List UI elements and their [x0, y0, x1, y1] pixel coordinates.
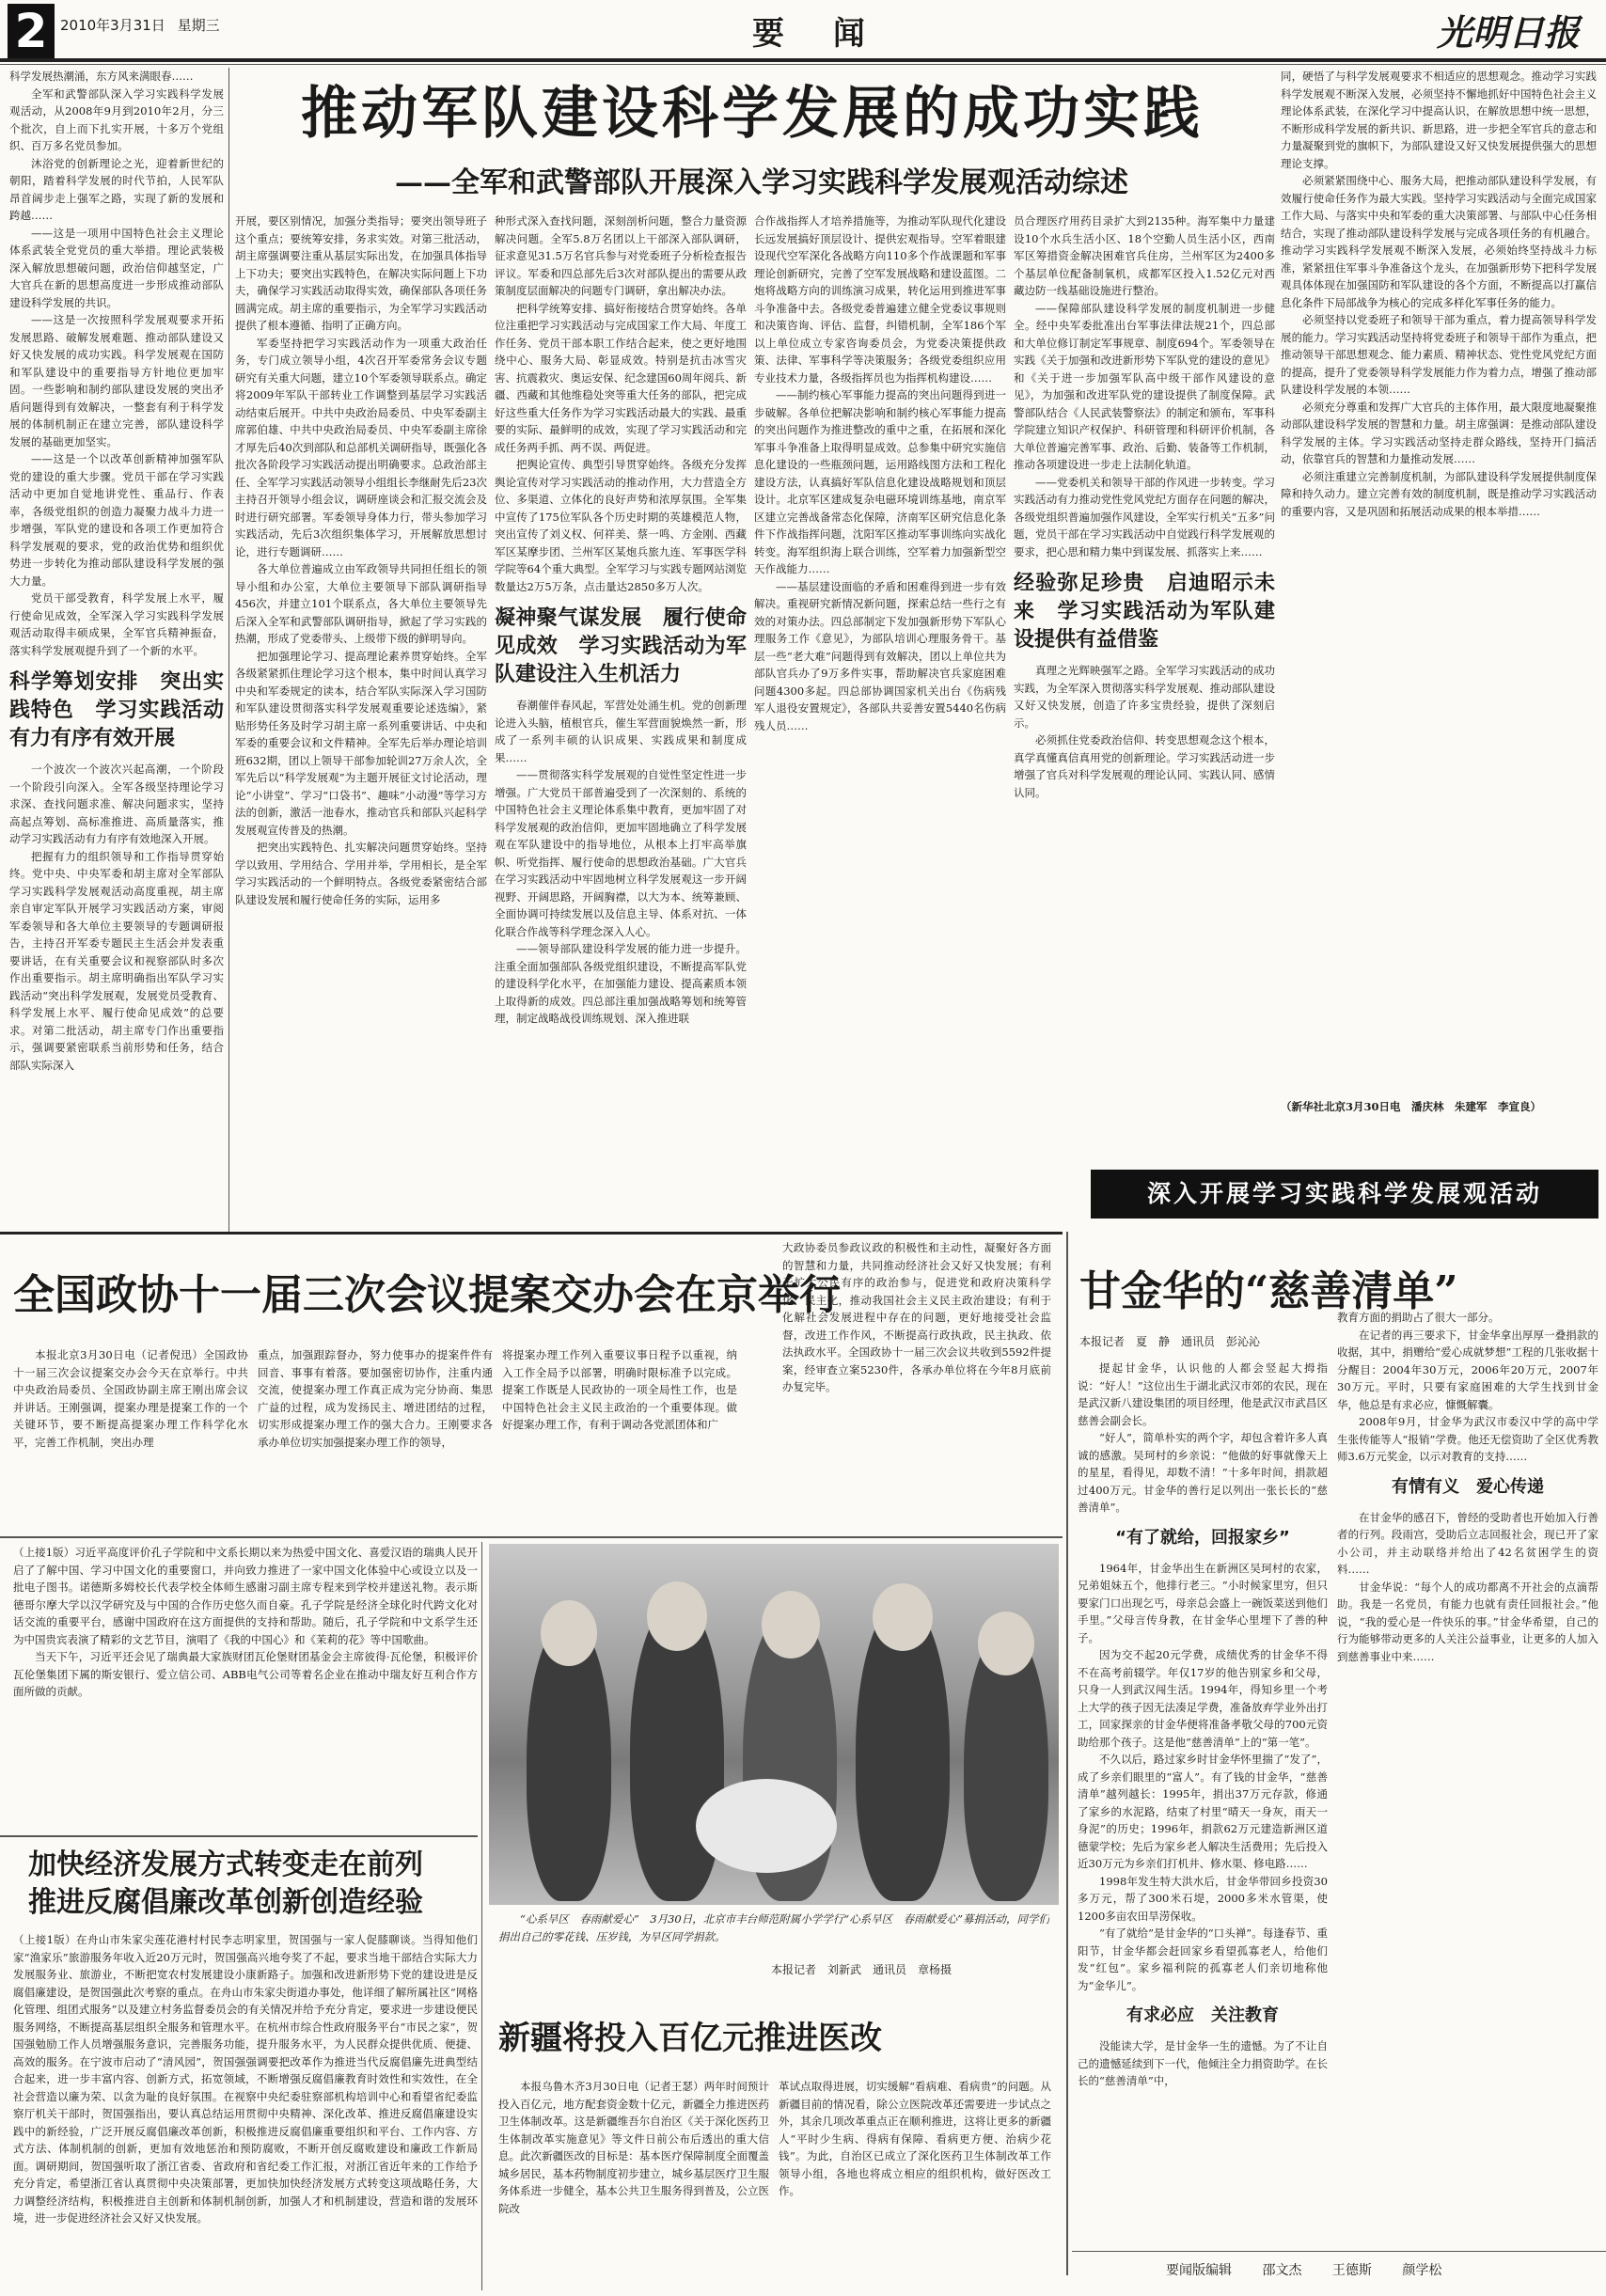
col-divider — [228, 68, 229, 1234]
gan-col1-after-4: 1998年发生特大洪水后，甘金华带回乡投资30多万元，帮了300米石堤，2000多米水管渠，使1200多亩农田旱涝保收。 — [1078, 1874, 1328, 1923]
photo-face-2 — [647, 1581, 707, 1651]
lead-col1-after-1: 一个波次一个波次兴起高潮，一个阶段一个阶段引向深入。全军各级坚持理论学习求深、查找问题求准、解决问题求实，坚持高起点筹划、高标准推进、高质量落实，推动学习实践活动有力有序有效地深入开展。 — [9, 763, 224, 845]
xinjiang-col-1-text: 本报乌鲁木齐3月30日电（记者王瑟）两年时间预计投入百亿元，地方配套资金数十亿元，新疆全力推进医药卫生体制改革。这是新疆维吾尔自治区《关于深化医药卫生体制改革实施意见》等文件日前公布后透出的重大信息。此次新疆医改的目标是：基本医疗保障制度全面覆盖城乡居民，基本药物制度初步建立，城乡基层医疗卫生服务体系进一步健全，基本公共卫生服务得到普及，公立医院改 — [498, 2080, 769, 2215]
gan-col1-after-1: 1964年，甘金华出生在新洲区吴珂村的农家，兄弟姐妹五个，他排行老三。“小时候家里穷，但只要家门口出现乞丐，母亲总会盛上一碗饭菜送到他们手里。”父母言传身教，在甘金华心里埋下了善的种子。 — [1078, 1561, 1328, 1644]
editor-credits — [1166, 2260, 1441, 2279]
lead-story-column-5 — [1014, 212, 1275, 1162]
xinjiang-story-title: 新疆将投入百亿元推进医改 — [498, 2020, 882, 2057]
gan-col1-after-5: “有了就给”是甘金华的“口头禅”。每逢春节、重阳节，甘金华都会赶回家乡看望孤寡老人，给他们发“红包”。家乡福利院的孤寡老人们亲切地称他为“金华儿”。 — [1078, 1926, 1328, 1992]
photo-face-1 — [541, 1600, 597, 1666]
lead-story-subtitle: ——全军和武警部队开展深入学习实践科学发展观活动综述 — [395, 166, 1128, 199]
gan-subhead-1: “有了就给，回报家乡” — [1115, 1527, 1290, 1548]
masthead-rule-thin — [0, 64, 1606, 65]
lead-col3-after-3: ——领导部队建设科学发展的能力进一步提升。注重全面加强部队各级党组织建设，不断提高军队党的建设科学化水平，在加强能力建设、提高素质本领上取得新的成效。四总部注重加强战略筹划和统筹管理，制定战略战役训练规划、深入推进联 — [495, 942, 747, 1025]
photo-credit: 本报记者 刘新武 通讯员 章杨摄 — [771, 1963, 953, 1976]
cppcc-col-1-text: 本报北京3月30日电（记者倪迅）全国政协十一届三次会议提案交办会今天在京举行。中共中央政治局委员、全国政协副主席王刚出席会议并讲话。王刚强调，提案办理是提案工作的一个关键环节，要不断提高提案办理工作科学化水平，完善工作机制，突出办理 — [13, 1348, 248, 1449]
lead-intro-1: 科学发展热潮涌，东方风来满眼春…… — [9, 70, 194, 83]
gan-col1-end: 没能读大学，是甘金华一生的遗憾。为了不让自己的遗憾延续到下一代，他倾注全力捐资助学。在长长的“慈善清单”中， — [1078, 2039, 1328, 2087]
gan-subhead-2: 有求必应 关注教育 — [1126, 2005, 1279, 2025]
lead-col3-after-1: 春潮催伴春风起，军营处处涌生机。党的创新理论进入头脑，植根官兵，催生军营面貌焕然一新，形成了一系列丰硕的认识成果、实践成果和制度成果…… — [495, 699, 747, 764]
lead-story-column-4 — [754, 212, 1006, 1234]
campaign-banner-text: 深入开展学习实践科学发展观活动 — [1146, 1180, 1542, 1207]
lead-story-column-6 — [1281, 68, 1597, 1098]
lead-col4-para-2: ——制约核心军事能力提高的突出问题得到进一步破解。各单位把解决影响和制约核心军事能力提高的突出问题作为推进整改的重中之重，在拓展和深化军事斗争准备上取得明显成效。总参集中研究实施信息化建设的一些瓶颈问题，运用路线图方法和工程化建设方法，认真搞好军队信息化建设战略规划和顶层设计。北京军区建成复杂电磁环境训练基地，南京军区建立完善战备常态化保障，济南军区研究信息化条件下作战指挥问题，沈阳军区推动军事训练向实战化转变。海军组织海上联合训练，空军着力加强新型空天作战能力…… — [754, 388, 1006, 575]
editor-label: 要闻版编辑 — [1166, 2263, 1232, 2278]
lead-col3-para-1: 种形式深入查找问题，深刻剖析问题，整合力量资源解决问题。全军5.8万名团以上干部深入部队调研，征求意见31.5万名官兵参与对党委班子分析检查报告评议。军委和四总部先后3次对部队提出的需要从政策制度层面解决的问题专门调研，拿出解决办法。 — [495, 214, 747, 297]
lead-col3-para-2: 把科学统筹安排、搞好衔接结合贯穿始终。各单位注重把学习实践活动与完成国家工作大局、年度工作任务、党员干部本职工作结合起来，使之更好地围绕中心、服务大局、彰显成效。特别是抗击冰雪灾害、抗震救灾、奥运安保、纪念建国60周年阅兵、新疆、西藏和其他维稳处突等重大任务的部队，把完成好这些重大任务作为学习实践活动最大的实践、最重要的实际、最鲜明的成效，实现了学习实践活动和完成任务两手抓、两不误、两促进。 — [495, 301, 747, 454]
gan-col1-after-2: 因为交不起20元学费，成绩优秀的甘金华不得不在高考前辍学。年仅17岁的他告别家乡和父母，只身一人到武汉闯生活。1994年，得知乡里一个考上大学的孩子因无法凑足学费，准备放弃学业外出打工，回家探亲的甘金华便将准备孝敬父母的700元资助给那个孩子。这是他“慈善清单”上的“第一笔”。 — [1078, 1648, 1328, 1749]
lead-col5-para-2: ——保障部队建设科学发展的制度机制进一步健全。经中央军委批准出台军事法律法规21个，四总部和大单位修订制定军事规章、制度694个。军委领导在实践《关于加强和改进新形势下军队党的建设的意见》和《关于进一步加强军队高中级干部作风建设的意见》，为加强和改进军队党的建设提供了制度保障。武警部队结合《人民武装警察法》的制定和颁布，军事科学院建立知识产权保护、科研管理和科研评价机制，各大单位普遍完善军事、政治、后勤、装备等工作机制，推动各项建设进一步走上法制化轨道。 — [1014, 301, 1275, 471]
lead-intro-2: 全军和武警部队深入学习实践科学发展观活动，从2008年9月到2010年2月，分三个批次，自上而下扎实开展，十多万个党组织、百万多名党员参加。 — [9, 86, 224, 152]
lead-col6-para-2: 必须紧紧围绕中心、服务大局，把推动部队建设科学发展，有效履行使命任务作为最大实践。坚持学习实践活动与全面完成国家工作大局、与落实中央和军委的重大决策部署、与部队中心任务相结合，实现了推动部队建设科学发展与完成各项任务的有机融合。推动学习实践科学发展观不断深入发展，必须始终坚持战斗力标准，紧紧扭住军事斗争准备这个龙头，在加强新形势下把科学发展观具体体现在加强国防和军队建设的各个方面，不断提高以打赢信息化条件下局部战争为核心的完成多样化军事任务的能力。 — [1281, 174, 1597, 309]
gan-col2-para-2: 在记者的再三要求下，甘金华拿出厚厚一叠捐款的收据，其中，捐赠给“爱心成就梦想”工程的几张收据十分醒目：2004年30万元，2006年20万元，2007年30万元。平时，只要有家庭困难的大学生找到甘金华，他总是有求必应，慷慨解囊。 — [1337, 1328, 1598, 1411]
masthead-rule — [0, 58, 1606, 62]
zhoushan-story-text: （上接1版）在舟山市朱家尖莲花港村村民李志明家里，贺国强与一家人促膝聊谈。当得知他们家“渔家乐”旅游服务年收入近20万元时，贺国强高兴地夸奖了不起，要求当地干部结合实际大力发展服务业、旅游业，不断把宽农村发展建设小康新路子。加强和改进新形势下党的建设进是反腐倡廉建设，是贺国强此次考察的重点。在舟山市朱家尖街道办事处，他详细了解所属社区“网格化管理、组团式服务”以及建立村务监督委员会的有关情况并给予充分肯定，要求进一步建设便民服务网络，不断提高基层组织全服务和管理水平。在杭州市综合性政府服务平台“市民之家”，贺国强勉励工作人员增强服务意识，完善服务功能，提升服务水平，为人民群众提供优质、便捷、高效的服务。在宁波市启动了“清风园”，贺国强强调要把改革作为推进当代反腐倡廉先进典型结合起来，进一步丰富内容、创新方式，拓宽领域，不断增强反腐倡廉教育时效性和实效性，在全社会营造以廉为荣、以贪为耻的良好氛围。在视察中央纪委驻察部机构培训中心和看望省纪委监察厅机关干部时，贺国强指出，要认真总结运用贯彻中央精神、深化改革、推进反腐倡廉建设实践中的新经验，广泛开展反腐倡廉改革创新，积极推进反腐倡廉重要组织和平台、工作内容、方式方法、体制机制的创新，更加有效地惩治和预防腐败，不断开创反腐败建设和廉政工作新局面。调研期间，贺国强听取了浙江省委、省政府和省纪委工作汇报，对浙江省近年来的工作给予充分肯定，希望浙江省认真贯彻中央决策部署，更加快加快经济发展方式转变这项战略任务，大力调整经济结构，积极推进自主创新和体制机制创新，加强人才和机制建设，营造和谐的发展环境，进一步促进经济社会又好又快发展。 — [13, 1933, 478, 2225]
cppcc-col-3-text: 将提案办理工作列入重要议事日程予以重视，纳入工作全局予以部署，明确时限标准予以完成。提案工作既是人民政协的一项全局性工作，也是中国特色社会主义民主政治的一个重要体现。做好提案办理工作，有利于调动各党派团体和广 — [502, 1348, 737, 1431]
lead-col3-after-2: ——贯彻落实科学发展观的自觉性坚定性进一步增强。广大党员干部普遍受到了一次深刻的、系统的中国特色社会主义理论体系集中教育，更加牢固了对科学发展观的政治信仰，更加牢固地确立了科学发展观在军队建设中的指导地位，从根本上打牢高举旗帜、听党指挥、履行使命的思想政治基础。广大官兵在学习实践活动中牢固地树立科学发展观这一步开阔视野、开阔思路，开阔胸襟，以大为本、统筹兼顾、全面协调可持续发展以及信息主导、体系对抗、一体化联合作战等科学理念深入人心。 — [495, 768, 747, 938]
lead-col1-para-1: 沐浴党的创新理论之光，迎着新世纪的朝阳，踏着科学发展的时代节拍，人民军队昂首阔步走上强军之路，实现了新的发展和跨越…… — [9, 156, 224, 222]
xi-story-para-1: （上接1版）习近平高度评价孔子学院和中文系长期以来为热爱中国文化、喜爱汉语的瑞典人民开启了了解中国、学习中国文化的重要窗口，并向致力推进了一家中国文化体验中心或设立以及一批电子图书。诺德斯多姆校长代表学校全体师生感谢习副主席专程来到学校并建送礼物。表示斯德哥尔摩大学以汉学研究及与中国的合作历史悠久而自豪。孔子学院是经济全球化时代跨文化对话交流的重要平台，感谢中国政府在这方面提供的支持和帮助。随后，孔子学院和中文系学生还为中国贵宾表演了精彩的文艺节目，演唱了《我的中国心》和《茉莉的花》等中国歌曲。 — [13, 1546, 478, 1646]
lead-col1-para-5: 党员干部受教育，科学发展上水平，履行使命见成效，全军深入学习实践科学发展观活动取得丰硕成果，全军官兵精神振奋，落实科学发展观提升到了一个新的水平。 — [9, 591, 224, 657]
xi-story — [13, 1544, 478, 1833]
photo-caption — [498, 1911, 1049, 1959]
gan-col1-para-2: “好人”，简单朴实的两个字，却包含着许多人真诚的感激。吴珂村的乡亲说：“他做的好事就像天上的星星，看得见，却数不清！”十多年时间，捐款超过400万元。甘金华的善行足以列出一张长长的“慈善清单”。 — [1078, 1431, 1328, 1514]
xi-story-rule — [0, 1835, 478, 1837]
lead-story-column-3 — [495, 212, 747, 1234]
lead-col1-para-2: ——这是一项用中国特色社会主义理论体系武装全党党员的重大举措。理论武装极深入解放思想破问题，政治信仰越坚定，广大官兵在新的思想高度进一步形成推动部队建设科学发展的共识。 — [9, 226, 224, 309]
lead-col5-para-3: ——党委机关和领导干部的作风进一步转变。学习实践活动有力推动党性党风党纪方面存在问题的解决，各级党组织普遍加强作风建设，全军实行机关“五多”问题，党员干部在学习实践活动中自觉践行科学发展观的要求，把心思和精力集中到谋发展、抓落实上来…… — [1014, 475, 1275, 558]
cppcc-bottom-rule — [0, 1536, 1063, 1538]
gan-col2-para-1: 教育方面的捐助占了很大一部分。 — [1337, 1311, 1500, 1324]
cppcc-col-1 — [13, 1346, 248, 1529]
gan-story-column-2 — [1337, 1309, 1598, 2243]
photo-face-5 — [978, 1612, 1034, 1675]
cppcc-col-2-text: 重点，加强跟踪督办，努力使事办的提案件件有回音、事事有着落。要加强密切协作，注重内通交流，使提案办理工作真正成为完分协商、集思广益的过程，成为发扬民主、增进团结的过程，切实形成提案办理工作的强大合力。王刚要求各承办单位切实加强提案办理工作的领导， — [258, 1348, 493, 1449]
photo-caption-text: “心系旱区 春雨献爱心” 3月30日，北京市丰台师范附属小学学行“心系旱区 春雨献爱心”募捐活动，同学们捐出自己的零花钱、压岁钱，为旱区同学捐款。 — [498, 1912, 1049, 1943]
lead-story-column-1 — [9, 68, 224, 1234]
gan-col2-para-3: 2008年9月，甘金华为武汉市委汉中学的高中学生张传能等人“报销”学费。他还无偿资助了全区优秀教师3.6万元奖金，以示对教育的支持…… — [1337, 1415, 1598, 1463]
lead-col1-para-4: ——这是一个以改革创新精神加强军队党的建设的重大步骤。党员干部在学习实践活动中更加自觉地讲党性、重品行、作表率，各级党组织的创造力凝聚力战斗力进一步增强，军队党的建设和各项工作更加符合科学发展观的要求，党的政治优势和组织优势进一步转化为推动部队建设科学发展的强大力量。 — [9, 452, 224, 588]
photo-face-4 — [873, 1583, 933, 1651]
xinjiang-col-2 — [779, 2078, 1051, 2290]
gan-col2-after-2: 甘金华说：“每个人的成功都离不开社会的点滴帮助。我是一名党员，有能力也就有责任回报社会。”他说，“我的爱心是一件快乐的事。”甘金华希望，自己的行为能够带动更多的人关注公益事业，让更多的人加入到慈善事业中来…… — [1337, 1580, 1598, 1663]
lead-col2-para-3: 各大单位普遍成立由军政领导共同担任组长的领导小组和办公室，大单位主要领导下部队调研指导456次，并建立101个联系点，各大单位主要领导先后深入全军和武警部队调研指导，掀起了学习实践的热潮，形成了党委带头、上级带下级的鲜明导向。 — [235, 562, 487, 645]
zhoushan-title-line-1: 加快经济发展方式转变走在前列 — [28, 1848, 423, 1881]
paper-logo: 光明日报 — [1437, 11, 1581, 54]
cppcc-col-4 — [782, 1239, 1051, 1531]
gan-col1-para-1: 提起甘金华，认识他的人都会竖起大拇指说：“好人！”这位出生于湖北武汉市郊的农民，现在是武汉新八建设集团的项目经理，他是武汉市武昌区慈善会副会长。 — [1078, 1361, 1328, 1427]
gan-story-title: 甘金华的“慈善清单” — [1079, 1267, 1458, 1315]
xinjiang-col-2-text: 革试点取得进展，切实缓解“看病难、看病贵”的问题。从新疆目前的情况看，除公立医院改革还需要进一步试点之外，其余几项改革重点正在顺利推进，这将让更多的新疆人“平时少生病、得病有保障、看病更方便、治病少花钱”。为此，自治区已成立了深化医药卫生体制改革工作领导小组，各地也将成立相应的组织机构，做好医改工作。 — [779, 2080, 1051, 2197]
page-number: 2 — [8, 4, 55, 58]
lead-bottom-rule — [0, 1232, 1063, 1234]
gan-story-byline: 本报记者 夏 静 通讯员 彭沁沁 — [1079, 1335, 1261, 1348]
lead-col6-para-4: 必须充分尊重和发挥广大官兵的主体作用，最大限度地凝聚推动部队建设科学发展的智慧和力量。胡主席强调：是推动部队建设科学发展的主体。学习实践活动坚持走群众路线，坚持开门搞活动，依靠官兵的智慧和力量推动发展…… — [1281, 400, 1597, 465]
lead-col5-after-1: 真理之光辉映强军之路。全军学习实践活动的成功实践，为全军深入贯彻落实科学发展观、推动部队建设又好又快发展，创造了许多宝贵经验，提供了深刻启示。 — [1014, 664, 1275, 730]
lead-col2-para-2: 军委坚持把学习实践活动作为一项重大政治任务，专门成立领导小组，4次召开军委常务会议专题研究有关重大问题，建立10个军委领导联系点。确定将2009年军队干部转业工作调整到基层学习实践活动结束后展开。中共中央政治局委员、中央军委副主席郭伯雄、中共中央政治局委员、中央军委副主席徐才厚先后40次到部队和总部机关调研指导，既强化各批次各阶段学习实践活动提出明确要求。总政治部主任、全军学习实践活动领导小组组长李继耐先后23次主持召开领导小组会议，调研座谈会和汇报交流会及时进行研究部署。军委领导身体力行，带头参加学习实践活动，先后3次组织集体学习，开展解放思想讨论，进行专题调研…… — [235, 336, 487, 558]
xi-story-para-2: 当天下午，习近平还会见了瑞典最大家族财团瓦伦堡财团基金会主席彼得·瓦伦堡，积极评价瓦伦堡集团下属的斯安银行、爱立信公司、ABB电气公司等着名企业在推动中瑞友好互利合作方面所做的贡献。 — [13, 1650, 478, 1698]
editor-name-3: 颜学松 — [1402, 2263, 1442, 2278]
zhoushan-title-line-2: 推进反腐倡廉改革创新创造经验 — [28, 1886, 423, 1919]
lead-col2-para-1: 开展，要区别情况，加强分类指导；要突出领导班子这个重点；要统筹安排，务求实效。对第三批活动，胡主席强调要注重从基层实际出发，在加强具体指导上下功夫；要突出实践特色，在解决实际问题上下功夫，确保学习实践活动取得实效，确保部队各项任务圆满完成。胡主席的重要指示，为全军学习实践活动提供了根本遵循、指明了正确方向。 — [235, 214, 487, 332]
cppcc-col-4-text: 大政协委员参政议政的积极性和主动性，凝聚好各方面的智慧和力量，共同推动经济社会又好又快发展；有利于扩大公民有序的政治参与，促进党和政府决策科学化、民主化，推动我国社会主义民主政治建设；有利于化解社会发展进程中存在的问题，更好地接受社会监督，改进工作作风，不断提高行政执政，民主执政、依法执政水平。全国政协十一届三次会议共收到5592件提案，经审查立案5230件，各承办单位将在今年8月底前办复完毕。 — [782, 1241, 1051, 1393]
lead-story-column-2 — [235, 212, 487, 1234]
gan-col1-after-3: 不久以后，路过家乡时甘金华怀里揣了“发了”，成了乡亲们眼里的“富人”。有了钱的甘金华，“慈善清单”越列越长：1995年，捐出37万元存款，修通了家乡的水泥路，结束了村里“晴天一身灰，雨天一身泥”的历史；1996年，捐款62万元建造新洲区道德蒙学校；先后为家乡老人解决生活费用；先后投入近30万元为乡亲们打机井、修水渠、修电路…… — [1078, 1753, 1328, 1870]
xinjiang-col-1 — [498, 2078, 769, 2290]
lead-col1-para-3: ——这是一次按照科学发展观要求开拓发展思路、破解发展难题、推动部队建设又好又快发展的成功实践。科学发展观在国防和军队建设中的重要指导方针地位更加牢固。一些影响和制约部队建设发展的突出矛盾问题得到有效解决，一整套有利于科学发展的体制机制正在建立完善，部队建设科学发展的基础更加坚实。 — [9, 313, 224, 448]
lead-col4-para-3: ——基层建设面临的矛盾和困难得到进一步有效解决。重视研究新情况新问题，探索总结一些行之有效的对策办法。四总部制定下发加强新形势下军队心理服务工作《意见》，为部队培训心理服务骨干。基层一些“老大难”问题得到有效解决，团以上单位共为部队官兵办了9万多件实事，帮助解决官兵家庭困难问题4300多起。四总部协调国家机关出台《伤病残军人退役安置规定》，各部队共妥善安置5440名伤病残人员…… — [754, 579, 1006, 732]
lead-subhead-1: 科学筹划安排 突出实践特色 学习实践活动有力有序有效开展 — [9, 670, 224, 750]
gan-col2-after-1: 在甘金华的感召下，曾经的受助者也开始加入行善者的行列。段雨宫，受助后立志回报社会，现已开了家小公司，并主动联络并给出了42名贫困学生的资料…… — [1337, 1510, 1598, 1576]
section-title: 要 闻 — [752, 15, 884, 53]
lead-col1-after-2: 把握有力的组织领导和工作指导贯穿始终。党中央、中央军委和胡主席对全军部队学习实践科学发展观活动高度重视，胡主席亲自审定军队开展学习实践活动方案，审阅军委领导和各大单位主要领导的专题调研报告，主持召开军委专题民主生活会并发表重要讲话，在有关重要会议和视察部队时多次作出重要指示。胡主席明确指出军队学习实践活动“突出科学发展观，发展党员受教育、科学发展上水平、履行使命见成效”的总要求。对第二批活动，胡主席专门作出重要指示，强调要紧密联系当前形势和任务，结合部队实际深入 — [9, 849, 224, 1072]
cppcc-col-2 — [258, 1346, 493, 1529]
lead-col2-para-5: 把突出实践特色、扎实解决问题贯穿始终。坚持学以致用、学用结合、学用并举，学用相长，是全军学习实践活动的一个鲜明特点。各级党委紧密结合部队建设发展和履行使命任务的实际，运用多 — [235, 841, 487, 906]
photo-piggy-bank — [696, 1779, 837, 1873]
lead-col4-para-1: 合作战指挥人才培养措施等，为推动军队现代化建设长远发展搞好顶层设计、提供宏观指导。空军着眼建设现代空军深化各战略方向110多个作战课题和军事理论创新研究，完善了空军发展战略和建设蓝图。二炮将战略方向的训练演习成果，转化运用到推进军事斗争准备中去。各级党委普遍建立健全党委议事规则和决策咨询、评估、监督，纠错机制，全军186个军以上单位成立专家咨询委员会，为党委决策提供政策、法律、军事科学等决策服务；各级党委组织应用专业技术力量，各级指挥员也为指挥机构建设…… — [754, 214, 1006, 385]
issue-weekday: 星期三 — [177, 17, 220, 34]
gan-story-column-1 — [1078, 1360, 1328, 2243]
gan-subhead-3: 有情有义 爱心传递 — [1392, 1476, 1544, 1497]
footer-rule — [1072, 2251, 1606, 2252]
lead-story-credit: （新华社北京3月30日电 潘庆林 朱建军 李宣良） — [1281, 1100, 1542, 1113]
lead-col6-para-5: 必须注重建立完善制度机制，为部队建设科学发展提供制度保障和持久动力。建立完善有效的制度机制，既是推动学习实践活动的重要内容，又是巩固和拓展活动成果的根本举措…… — [1281, 469, 1597, 518]
cppcc-col-3 — [502, 1346, 737, 1529]
lead-col5-para-1: 员合理医疗用药目录扩大到2135种。海军集中力量建设10个水兵生活小区、18个空勤人员生活小区，西南军区筹措资金解决困难官兵住房，兰州军区为2400多个基层单位配备制氧机，成都军区投入1.52亿元对西藏边防一线基础设施进行整治。 — [1014, 214, 1275, 297]
lead-col2-para-4: 把加强理论学习、提高理论素养贯穿始终。全军各级紧紧抓住理论学习这个根本，集中时间认真学习中央和军委规定的读本，结合军队实际深入学习国防和军队建设贯彻落实科学发展观重要论述选编》，紧贴形势任务及时学习胡主席一系列重要讲话、中央和军委的重要会议和文件精神。全军先后举办理论培训班632期，团以上领导干部参加轮训27万余人次，全军先后以“科学发展观”为主题开展征文讨论活动，理论“小讲堂”、学习“口袋书”、趣味“小动漫”等学习方法的创新，激活一池春水，推动官兵和部队兴起科学发展观宣传普及的热潮。 — [235, 649, 487, 837]
editor-name-2: 王德斯 — [1331, 2263, 1372, 2278]
column-divider-right — [1066, 1232, 1068, 2275]
cppcc-story-title: 全国政协十一届三次会议提案交办会在京举行 — [13, 1271, 841, 1319]
charity-donation-photo — [489, 1544, 1059, 1905]
editor-name-1: 邵文杰 — [1262, 2263, 1302, 2278]
lead-col6-para-3: 必须坚持以党委班子和领导干部为重点，着力提高领导科学发展的能力。学习实践活动坚持将党委班子和领导干部作为重点，把推动领导干部思想观念、能力素质、精神状态、党性党风党纪方面的提高，提升了党委领导科学发展能力作为着力点，增强了推动部队建设科学发展的本领…… — [1281, 313, 1597, 396]
issue-date — [60, 15, 220, 35]
lead-col3-para-3: 把舆论宣传、典型引导贯穿始终。各级充分发挥舆论宣传对学习实践活动的推动作用，大力营造全方位、多渠道、立体化的良好声势和浓厚氛围。全军集中宣传了175位军队各个历史时期的英雄模范人物，突出宣传了刘义权、何祥美、蔡一鸣、方金刚、西藏军区某摩步团、兰州军区某炮兵旅九连、军事医学科学院等64个重大典型。全军学习与实践专题网站浏览数量达2万5万条，点击量达2850多万人次。 — [495, 458, 747, 593]
lead-story-title: 推动军队建设科学发展的成功实践 — [301, 81, 1204, 147]
lead-subhead-2: 凝神聚气谋发展 履行使命见成效 学习实践活动为军队建设注入生机活力 — [495, 606, 747, 686]
photo-face-3 — [762, 1591, 820, 1659]
lead-subhead-3: 经验弥足珍贵 启迪昭示未来 学习实践活动为军队建设提供有益借鉴 — [1014, 572, 1275, 652]
lead-col6-para-1: 同，硬悟了与科学发展观要求不相适应的思想观念。推动学习实践科学发展观不断深入发展，必须坚持不懈地抓好中国特色社会主义理论体系武装，在深化学习中提高认识，在解放思想中统一思想，不断形成科学发展的新共识、新思路，进一步把全军官兵的意志和力量凝聚到党的旗帜下，为部队建设又好又快发展提供强大的思想理论支撑。 — [1281, 70, 1597, 170]
issue-date-text: 2010年3月31日 — [60, 17, 165, 34]
zhoushan-story — [13, 1931, 478, 2290]
lead-col5-after-2: 必须抓住党委政治信仰、转变思想观念这个根本，真学真懂真信真用党的创新理论。学习实践活动进一步增强了官兵对科学发展观的理论认同、实践认同、感情认同。 — [1014, 733, 1275, 799]
middle-divider — [481, 1542, 482, 2290]
